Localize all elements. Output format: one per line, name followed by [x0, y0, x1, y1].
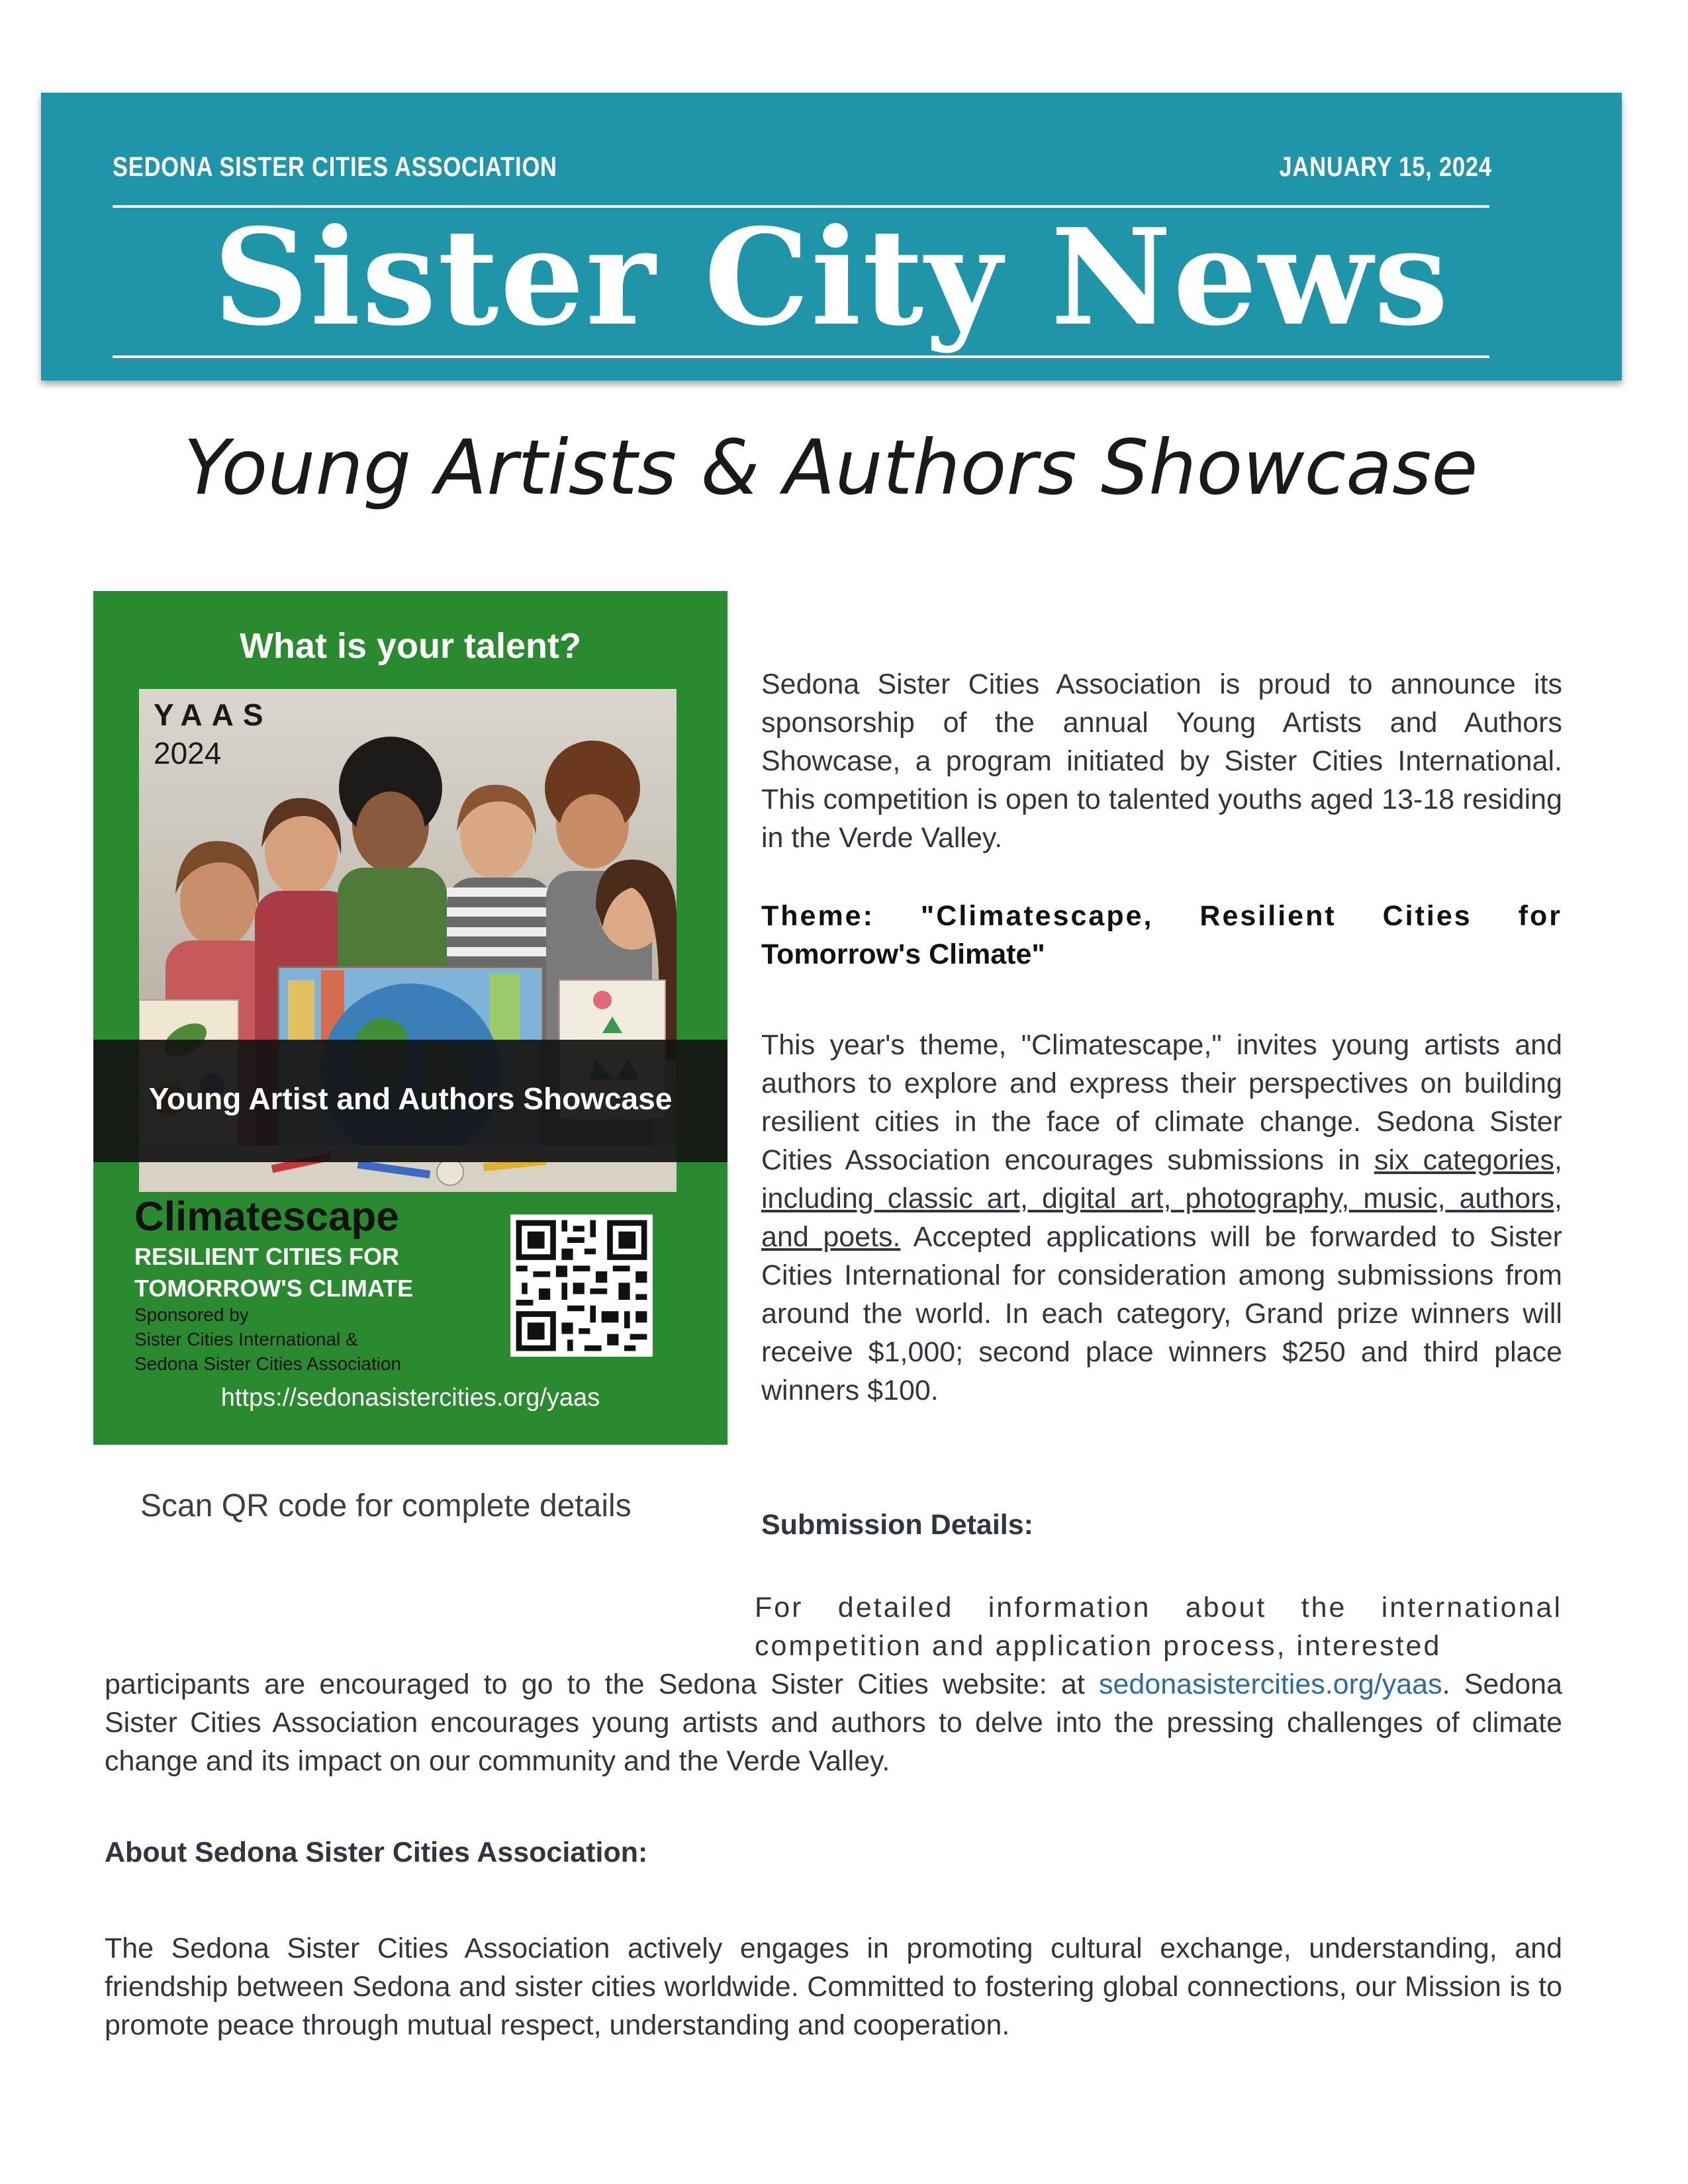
submission-lead: For detailed information about the international competition and application process, interested	[755, 1592, 1562, 1662]
submission-text-end: . Sedona Sister Cities Association encourages young artists and authors to delve into the pressing challenges of climate change and its impact on our community and the Verde Valley.	[105, 1668, 1562, 1777]
masthead	[41, 93, 1622, 381]
poster-sponsor-line1: Sponsored by	[134, 1304, 249, 1325]
theme-heading-line2: Tomorrow's Climate"	[761, 938, 1045, 970]
submission-paragraph	[105, 1665, 1562, 1780]
theme-paragraph	[761, 1026, 1562, 1410]
categories-list: six categories, including classic art, digital art, photography, music, authors, and poets.	[761, 1144, 1562, 1253]
theme-heading-line1: Theme: "Climatescape, Resilient Cities for	[761, 900, 1562, 932]
poster-theme-sub-line2: TOMORROW'S CLIMATE	[134, 1275, 414, 1302]
poster-theme-title: Climatescape	[134, 1194, 399, 1240]
poster-theme-sub-line1: RESILIENT CITIES FOR	[134, 1243, 400, 1270]
yaas-year: 2024	[154, 736, 222, 770]
masthead-date: JANUARY 15, 2024	[1279, 151, 1492, 182]
theme-paragraph-prizes: Accepted applications will be forwarded to Sister Cities International for consideration among submissions from around the world. In each category, Grand prize winners will receive $1,000; second place winners $250 and third place winners $100.	[761, 1221, 1562, 1406]
masthead-org: SEDONA SISTER CITIES ASSOCIATION	[113, 151, 557, 182]
qr-caption: Scan QR code for complete details	[140, 1488, 632, 1524]
poster-url: https://sedonasistercities.org/yaas	[220, 1384, 600, 1412]
masthead-rule-bottom	[113, 355, 1489, 358]
about-paragraph: The Sedona Sister Cities Association actively engages in promoting cultural exchange, understanding, and friendship between Sedona and sister cities worldwide. Committed to fostering global connections, our Mission is to promote peace through mutual respect, understanding and cooperation.	[105, 1933, 1562, 2041]
poster-sponsor-line3: Sedona Sister Cities Association	[134, 1353, 402, 1374]
poster-sponsor-line2: Sister Cities International &	[134, 1329, 358, 1349]
submission-text: participants are encouraged to go to the Sedona Sister Cities website: at	[105, 1668, 1099, 1700]
yaas-badge: YAAS	[154, 698, 273, 732]
qr-code-icon[interactable]	[510, 1214, 653, 1357]
theme-paragraph-text: This year's theme, "Climatescape," invites young artists and authors to explore and express their perspectives on building resilient cities in the face of climate change. Sedona Sister Cities Association encourages submissions in	[761, 1029, 1562, 1176]
poster-band-text: Young Artist and Authors Showcase	[148, 1081, 673, 1116]
poster-sponsors	[134, 1302, 401, 1376]
website-link[interactable]: sedonasistercities.org/yaas	[1098, 1668, 1442, 1700]
poster-band	[93, 1040, 727, 1162]
page-subtitle: Young Artists & Authors Showcase	[183, 424, 1478, 512]
intro-paragraph: Sedona Sister Cities Association is proud to announce its sponsorship of the annual Young Artists and Authors Showcase, a program initiated by Sister Cities International. This competition is open to talented youths aged 13-18 residing in the Verde Valley.	[761, 668, 1562, 854]
poster-question: What is your talent?	[239, 626, 582, 666]
submission-heading: Submission Details:	[761, 1509, 1033, 1541]
theme-heading	[761, 897, 1562, 974]
poster-theme-subtitle	[134, 1241, 413, 1304]
masthead-title: Sister City News	[213, 200, 1450, 355]
about-heading: About Sedona Sister Cities Association:	[105, 1837, 648, 1868]
showcase-poster	[93, 591, 727, 1445]
